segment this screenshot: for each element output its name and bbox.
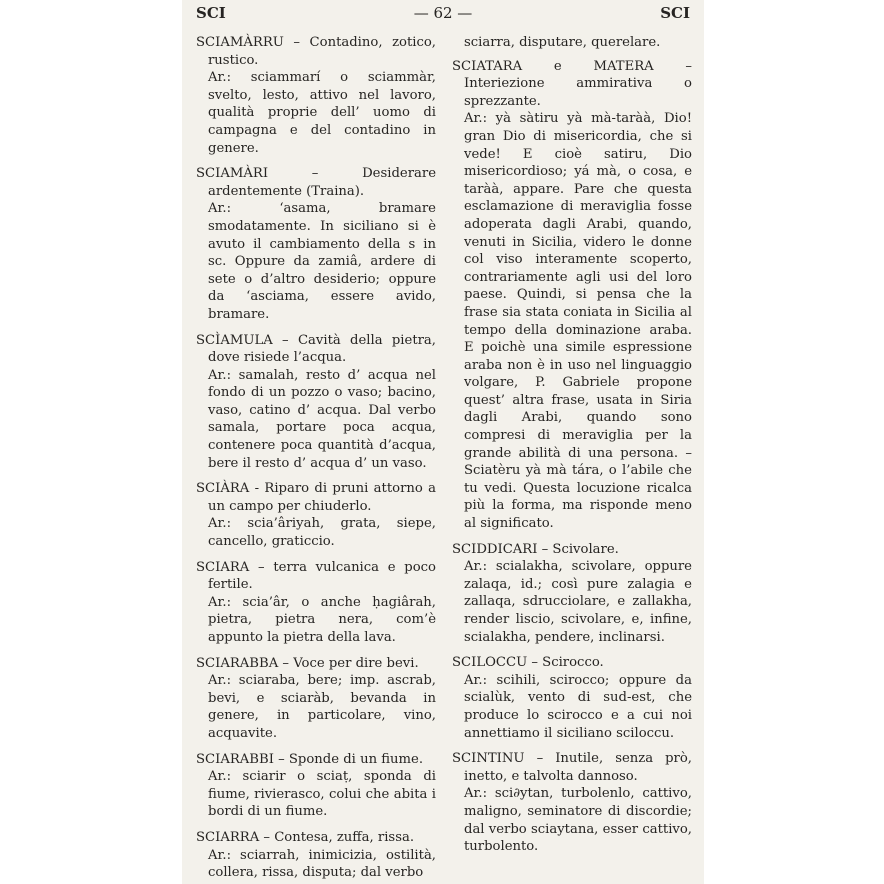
page-header: [196, 4, 690, 26]
entry-etymology: Ar.: scia’âriyah, grata, siepe, cancello, graticcio.: [208, 516, 436, 550]
entry-sciamari: [196, 165, 436, 323]
entry-sciloccu: [452, 654, 692, 742]
entry-scintinu: [452, 750, 692, 856]
entry-headword: SCIARA – terra vulcanica e poco fertile.: [196, 559, 436, 593]
entry-sciarabba: [196, 655, 436, 743]
right-column: [452, 34, 692, 864]
dictionary-page: [182, 0, 704, 884]
entry-sciara-riparo: [196, 480, 436, 550]
entry-headword: SCIARABBI – Sponde di un fiume.: [196, 751, 424, 767]
entry-headword: SCIATARA e MATERA – Interiezione ammirativa o sprezzante.: [452, 58, 692, 109]
entry-etymology: Ar.: sci∂ytan, turbolenlo, cattivo, maligno, seminatore di discordie; dal verbo sciaytana, esser cattivo, turbolento.: [464, 786, 692, 855]
entry-sciamarru: [196, 34, 436, 157]
entry-headword: SCIAMÀRRU – Contadino, zotico, rustico.: [196, 35, 436, 68]
header-right-guide: SCI: [660, 4, 690, 22]
entry-etymology: Ar.: scia’âr, o anche ḥagiârah, pietra, pietra nera, com’è appunto la pietra della lava.: [208, 594, 436, 645]
entry-headword: SCIARABBA – Voce per dire bevi.: [196, 655, 419, 671]
entry-etymology: Ar.: samalah, resto d’ acqua nel fondo di un pozzo o vaso; bacino, vaso, catino d’ acqua. Dal verbo samala, portare poca acqua, contenere poca quantità d’acqua, bere il resto d’ acqua d’ un vaso.: [208, 367, 436, 471]
entry-etymology: Ar.: sciammarí o sciammàr, svelto, lesto, attivo nel lavoro, qualità proprie dell’ uomo di campagna e del contadino in genere.: [208, 70, 436, 156]
entry-sciddicari: [452, 541, 692, 647]
entry-headword: SCINTINU – Inutile, senza prò, inetto, e talvolta dannoso.: [452, 751, 692, 784]
entry-etymology: Ar.: sciarrah, inimicizia, ostilità, collera, rissa, disputa; dal verbo: [208, 847, 436, 881]
entry-headword: SCILOCCU – Scirocco.: [452, 655, 604, 671]
entry-etymology: Ar.: sciarir o sciaṭ, sponda di fiume, rivierasco, colui che abita i bordi di un fiume.: [208, 769, 436, 820]
page-number: — 62 —: [413, 4, 473, 22]
entry-headword: SCIDDICARI – Scivolare.: [452, 541, 619, 557]
entry-etymology: Ar.: ‘asama, bramare smodatamente. In siciliano si è avuto il cambiamento della s in sc. Oppure da zamiâ, ardere di sete o d’altro desiderio; oppure da ‘asciama, essere avido, bramare.: [208, 201, 436, 322]
entry-etymology: Ar.: scialakha, scivolare, oppure zalaqa, id.; così pure zalagia e zallaqa, sdrucciolare, e zallakha, render liscio, scivolare, e, infine, scialakha, pendere, inclinarsi.: [464, 559, 692, 645]
entry-sciamula: [196, 332, 436, 473]
entry-sciarabbi: [196, 751, 436, 821]
entry-headword: SCÌAMULA – Cavità della pietra, dove risiede l’acqua.: [196, 332, 436, 366]
entry-headword: SCIARRA – Contesa, zuffa, rissa.: [196, 829, 415, 845]
entry-etymology: Ar.: sciaraba, bere; imp. ascrab, bevi, e sciaràb, bevanda in genere, in particolare, vino, acquavite.: [208, 673, 436, 741]
entry-continuation: sciarra, disputare, querelare.: [464, 35, 661, 50]
entry-etymology: Ar.: scihili, scirocco; oppure da scialùk, vento di sud-est, che produce lo scirocco e a cui noi annettiamo il siciliano sciloccu.: [464, 672, 692, 741]
left-column: [196, 34, 436, 884]
entry-headword: SCIAMÀRI – Desiderare ardentemente (Traina).: [196, 166, 436, 199]
entry-headword: SCIÀRA - Riparo di pruni attorno a un campo per chiuderlo.: [196, 481, 436, 514]
entry-sciarra: [196, 829, 436, 882]
entry-sciatara: [452, 58, 692, 533]
entry-sciara-terra: [196, 559, 436, 647]
entry-etymology: Ar.: yà sàtiru yà mà-taràà, Dio! gran Dio di misericordia, che si vede! E cioè satiru, Dio misericordioso; yá mà, o cosa, e taràà, appare. Pare che questa esclamazione di meraviglia fosse adoperata dagli Arabi, quando, venuti in Sicilia, videro le donne col viso interamente scoperto, contrariamente agli usi del loro paese. Quindi, si pensa che la frase sia stata coniata in Sicilia al tempo della dominazione araba. E poichè una simile espressione araba non è in uso nel linguaggio volgare, P. Gabriele propone quest’ altra frase, usata in Siria dagli Arabi, quando sono compresi di meraviglia per la grande abilità di una persona. – Sciatèru yà mà tára, o l’abile che tu vedi. Questa locuzione ricalca più la forma, ma risponde meno al significato.: [464, 111, 692, 532]
header-left-guide: SCI: [196, 4, 226, 22]
